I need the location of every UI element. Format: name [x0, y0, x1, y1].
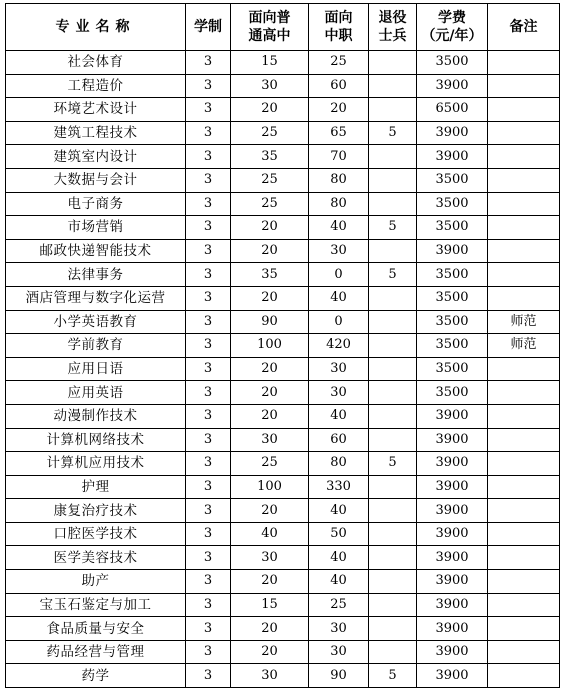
major-name-header [6, 4, 186, 51]
veteran-quota-cell: 5 [369, 452, 417, 476]
general-quota-cell: 25 [231, 452, 309, 476]
vocational-quota-cell: 30 [309, 239, 369, 263]
duration-cell: 3 [186, 310, 231, 334]
major-name-cell: 小学英语教育 [6, 310, 186, 334]
veteran-quota-cell [369, 98, 417, 122]
veteran-quota-cell: 5 [369, 216, 417, 240]
veteran-quota-cell [369, 192, 417, 216]
general-quota-cell: 20 [231, 98, 309, 122]
veteran-quota-cell [369, 640, 417, 664]
veteran-quota-cell [369, 617, 417, 641]
veteran-quota-cell: 5 [369, 263, 417, 287]
tuition-cell: 3500 [417, 51, 488, 75]
table-row [6, 475, 560, 499]
vocational-school-header-line: 面向 [324, 10, 353, 26]
table-row [6, 263, 560, 287]
tuition-cell: 3900 [417, 617, 488, 641]
general-quota-cell: 30 [231, 428, 309, 452]
vocational-quota-cell: 70 [309, 145, 369, 169]
duration-cell: 3 [186, 570, 231, 594]
remarks-header [488, 4, 560, 51]
remarks-cell [488, 522, 560, 546]
veteran-quota-cell [369, 357, 417, 381]
general-quota-cell: 100 [231, 334, 309, 358]
table-row [6, 239, 560, 263]
tuition-cell: 3900 [417, 452, 488, 476]
tuition-cell: 3900 [417, 404, 488, 428]
general-quota-cell: 30 [231, 74, 309, 98]
vocational-quota-cell: 50 [309, 522, 369, 546]
duration-cell: 3 [186, 381, 231, 405]
table-row [6, 310, 560, 334]
major-name-cell: 助产 [6, 570, 186, 594]
major-name-cell: 护理 [6, 475, 186, 499]
major-name-cell: 应用日语 [6, 357, 186, 381]
duration-cell: 3 [186, 216, 231, 240]
duration-cell: 3 [186, 617, 231, 641]
duration-cell: 3 [186, 51, 231, 75]
table-row [6, 98, 560, 122]
major-name-cell: 计算机应用技术 [6, 452, 186, 476]
major-name-cell: 动漫制作技术 [6, 404, 186, 428]
vocational-quota-cell: 25 [309, 51, 369, 75]
veteran-quota-cell [369, 475, 417, 499]
tuition-cell: 6500 [417, 98, 488, 122]
vocational-quota-cell: 80 [309, 452, 369, 476]
vocational-quota-cell: 60 [309, 74, 369, 98]
general-quota-cell: 30 [231, 546, 309, 570]
major-name-cell: 学前教育 [6, 334, 186, 358]
table-row [6, 381, 560, 405]
duration-header-line: 学制 [194, 19, 222, 35]
duration-cell: 3 [186, 239, 231, 263]
general-quota-cell: 20 [231, 216, 309, 240]
tuition-cell: 3900 [417, 499, 488, 523]
veteran-quota-cell [369, 74, 417, 98]
major-name-cell: 邮政快递智能技术 [6, 239, 186, 263]
general-quota-cell: 15 [231, 51, 309, 75]
remarks-cell [488, 286, 560, 310]
major-name-cell: 医学美容技术 [6, 546, 186, 570]
vocational-quota-cell: 420 [309, 334, 369, 358]
remarks-cell [488, 239, 560, 263]
vocational-quota-cell: 40 [309, 286, 369, 310]
remarks-cell [488, 475, 560, 499]
general-quota-cell: 25 [231, 168, 309, 192]
general-quota-cell: 20 [231, 239, 309, 263]
duration-cell: 3 [186, 499, 231, 523]
vocational-quota-cell: 30 [309, 640, 369, 664]
tuition-cell: 3900 [417, 664, 488, 688]
table-row [6, 452, 560, 476]
duration-cell: 3 [186, 286, 231, 310]
major-name-cell: 建筑室内设计 [6, 145, 186, 169]
remarks-cell [488, 216, 560, 240]
vocational-quota-cell: 40 [309, 499, 369, 523]
table-row [6, 334, 560, 358]
vocational-quota-cell: 30 [309, 617, 369, 641]
remarks-cell [488, 192, 560, 216]
tuition-cell: 3900 [417, 145, 488, 169]
general-quota-cell: 20 [231, 381, 309, 405]
veteran-quota-cell [369, 546, 417, 570]
general-quota-cell: 20 [231, 357, 309, 381]
major-name-cell: 应用英语 [6, 381, 186, 405]
tuition-cell: 3500 [417, 381, 488, 405]
general-quota-cell: 20 [231, 499, 309, 523]
duration-cell: 3 [186, 357, 231, 381]
remarks-cell [488, 145, 560, 169]
tuition-cell: 3900 [417, 475, 488, 499]
tuition-cell: 3500 [417, 334, 488, 358]
vocational-quota-cell: 25 [309, 593, 369, 617]
veteran-quota-cell: 5 [369, 121, 417, 145]
table-row [6, 593, 560, 617]
major-name-cell: 口腔医学技术 [6, 522, 186, 546]
table-row [6, 546, 560, 570]
duration-cell: 3 [186, 593, 231, 617]
tuition-cell: 3900 [417, 428, 488, 452]
table-header-row [6, 4, 560, 51]
remarks-cell [488, 499, 560, 523]
duration-cell: 3 [186, 664, 231, 688]
general-quota-cell: 35 [231, 263, 309, 287]
vocational-quota-cell: 90 [309, 664, 369, 688]
major-name-cell: 建筑工程技术 [6, 121, 186, 145]
table-row [6, 168, 560, 192]
table-row [6, 664, 560, 688]
table-row [6, 570, 560, 594]
vocational-school-header [309, 4, 369, 51]
tuition-cell: 3900 [417, 121, 488, 145]
vocational-quota-cell: 40 [309, 570, 369, 594]
veteran-quota-cell [369, 286, 417, 310]
major-name-cell: 药品经营与管理 [6, 640, 186, 664]
enrollment-table [5, 3, 560, 688]
tuition-cell: 3500 [417, 286, 488, 310]
duration-cell: 3 [186, 145, 231, 169]
major-name-header-line: 专业名称 [55, 19, 136, 35]
table-row [6, 121, 560, 145]
major-name-cell: 酒店管理与数字化运营 [6, 286, 186, 310]
vocational-quota-cell: 330 [309, 475, 369, 499]
tuition-cell: 3500 [417, 357, 488, 381]
remarks-cell [488, 98, 560, 122]
vocational-quota-cell: 40 [309, 216, 369, 240]
general-quota-cell: 25 [231, 121, 309, 145]
duration-cell: 3 [186, 522, 231, 546]
table-row [6, 192, 560, 216]
remarks-cell [488, 640, 560, 664]
vocational-quota-cell: 80 [309, 192, 369, 216]
remarks-cell: 师范 [488, 334, 560, 358]
tuition-header-line: （元/年） [421, 28, 483, 44]
table-row [6, 617, 560, 641]
remarks-cell [488, 617, 560, 641]
tuition-cell: 3900 [417, 546, 488, 570]
veteran-header-line: 退役 [378, 10, 407, 26]
vocational-quota-cell: 20 [309, 98, 369, 122]
duration-cell: 3 [186, 121, 231, 145]
veteran-quota-cell [369, 168, 417, 192]
table-row [6, 51, 560, 75]
duration-cell: 3 [186, 263, 231, 287]
veteran-quota-cell [369, 381, 417, 405]
general-quota-cell: 25 [231, 192, 309, 216]
vocational-quota-cell: 40 [309, 404, 369, 428]
remarks-cell [488, 664, 560, 688]
vocational-quota-cell: 30 [309, 357, 369, 381]
duration-cell: 3 [186, 334, 231, 358]
veteran-quota-cell [369, 593, 417, 617]
duration-cell: 3 [186, 475, 231, 499]
remarks-cell [488, 452, 560, 476]
vocational-quota-cell: 0 [309, 263, 369, 287]
general-quota-cell: 20 [231, 640, 309, 664]
tuition-cell: 3500 [417, 263, 488, 287]
remarks-cell [488, 51, 560, 75]
veteran-quota-cell [369, 428, 417, 452]
remarks-cell: 师范 [488, 310, 560, 334]
table-row [6, 404, 560, 428]
duration-cell: 3 [186, 74, 231, 98]
veteran-header-line: 士兵 [378, 28, 407, 44]
remarks-header-line: 备注 [509, 19, 538, 35]
table-row [6, 428, 560, 452]
remarks-cell [488, 263, 560, 287]
remarks-cell [488, 593, 560, 617]
duration-cell: 3 [186, 404, 231, 428]
tuition-cell: 3900 [417, 640, 488, 664]
major-name-cell: 市场营销 [6, 216, 186, 240]
remarks-cell [488, 74, 560, 98]
enrollment-table-container [5, 3, 560, 688]
duration-cell: 3 [186, 192, 231, 216]
general-quota-cell: 40 [231, 522, 309, 546]
table-row [6, 286, 560, 310]
duration-cell: 3 [186, 168, 231, 192]
veteran-quota-cell: 5 [369, 664, 417, 688]
general-high-school-header [231, 4, 309, 51]
remarks-cell [488, 121, 560, 145]
veteran-quota-cell [369, 145, 417, 169]
vocational-quota-cell: 0 [309, 310, 369, 334]
major-name-cell: 电子商务 [6, 192, 186, 216]
major-name-cell: 计算机网络技术 [6, 428, 186, 452]
major-name-cell: 环境艺术设计 [6, 98, 186, 122]
vocational-quota-cell: 30 [309, 381, 369, 405]
veteran-quota-cell [369, 570, 417, 594]
tuition-cell: 3900 [417, 593, 488, 617]
vocational-quota-cell: 80 [309, 168, 369, 192]
major-name-cell: 康复治疗技术 [6, 499, 186, 523]
general-quota-cell: 20 [231, 570, 309, 594]
vocational-quota-cell: 40 [309, 546, 369, 570]
remarks-cell [488, 428, 560, 452]
general-high-school-header-line: 面向普 [248, 10, 291, 26]
major-name-cell: 法律事务 [6, 263, 186, 287]
major-name-cell: 宝玉石鉴定与加工 [6, 593, 186, 617]
major-name-cell: 工程造价 [6, 74, 186, 98]
vocational-quota-cell: 60 [309, 428, 369, 452]
veteran-quota-cell [369, 404, 417, 428]
remarks-cell [488, 546, 560, 570]
duration-cell: 3 [186, 98, 231, 122]
remarks-cell [488, 404, 560, 428]
table-body [6, 51, 560, 688]
table-row [6, 357, 560, 381]
tuition-cell: 3500 [417, 216, 488, 240]
table-row [6, 145, 560, 169]
tuition-cell: 3900 [417, 74, 488, 98]
remarks-cell [488, 381, 560, 405]
table-row [6, 640, 560, 664]
general-quota-cell: 35 [231, 145, 309, 169]
general-quota-cell: 15 [231, 593, 309, 617]
table-row [6, 74, 560, 98]
general-quota-cell: 20 [231, 617, 309, 641]
table-row [6, 522, 560, 546]
remarks-cell [488, 168, 560, 192]
general-quota-cell: 100 [231, 475, 309, 499]
general-high-school-header-line: 通高中 [248, 28, 291, 44]
major-name-cell: 大数据与会计 [6, 168, 186, 192]
general-quota-cell: 20 [231, 404, 309, 428]
veteran-quota-cell [369, 239, 417, 263]
vocational-school-header-line: 中职 [324, 28, 353, 44]
veteran-quota-cell [369, 334, 417, 358]
duration-cell: 3 [186, 640, 231, 664]
tuition-cell: 3500 [417, 168, 488, 192]
duration-cell: 3 [186, 546, 231, 570]
remarks-cell [488, 357, 560, 381]
veteran-quota-cell [369, 499, 417, 523]
table-row [6, 499, 560, 523]
duration-cell: 3 [186, 428, 231, 452]
major-name-cell: 药学 [6, 664, 186, 688]
table-row [6, 216, 560, 240]
veteran-quota-cell [369, 51, 417, 75]
general-quota-cell: 90 [231, 310, 309, 334]
tuition-header-line: 学费 [438, 10, 466, 26]
duration-cell: 3 [186, 452, 231, 476]
general-quota-cell: 30 [231, 664, 309, 688]
tuition-cell: 3900 [417, 570, 488, 594]
tuition-cell: 3500 [417, 192, 488, 216]
general-quota-cell: 20 [231, 286, 309, 310]
tuition-cell: 3900 [417, 522, 488, 546]
tuition-header [417, 4, 488, 51]
remarks-cell [488, 570, 560, 594]
tuition-cell: 3500 [417, 310, 488, 334]
vocational-quota-cell: 65 [309, 121, 369, 145]
veteran-quota-cell [369, 522, 417, 546]
major-name-cell: 社会体育 [6, 51, 186, 75]
veteran-quota-cell [369, 310, 417, 334]
tuition-cell: 3900 [417, 239, 488, 263]
major-name-cell: 食品质量与安全 [6, 617, 186, 641]
veteran-header [369, 4, 417, 51]
duration-header [186, 4, 231, 51]
